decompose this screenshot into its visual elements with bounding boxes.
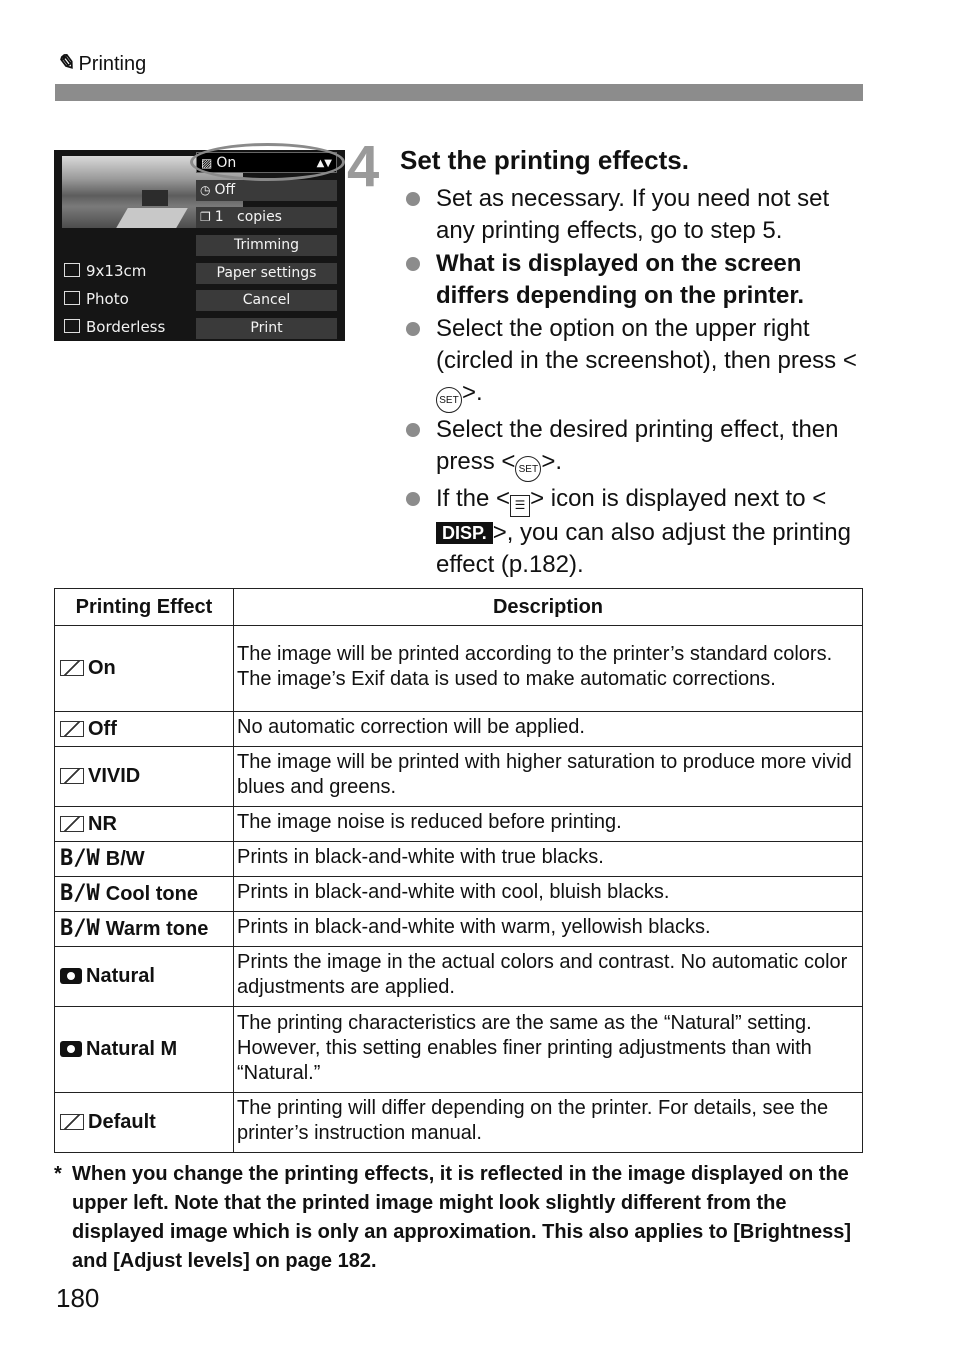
set-button-icon: SET	[515, 456, 541, 482]
table-row	[55, 747, 863, 807]
date-icon: ◷	[200, 183, 211, 197]
pen-icon: ✎	[56, 50, 75, 76]
table-row	[55, 1007, 863, 1093]
column-header-description: Description	[234, 589, 863, 626]
page-number: 180	[56, 1283, 100, 1313]
description-cell: The image noise is reduced before printing.	[234, 807, 863, 842]
menu-adjust-icon: ☰	[510, 495, 530, 517]
lcd-option-cancel[interactable]: Cancel	[196, 290, 337, 311]
effect-cell: Off	[55, 712, 234, 747]
step-number: 4	[347, 134, 380, 199]
set-button-icon: SET	[436, 387, 462, 413]
table-row	[55, 842, 863, 877]
description-cell: The image will be printed with higher saturation to produce more vivid blues and greens.	[234, 747, 863, 807]
effect-cell: B/W Cool tone	[55, 877, 234, 912]
step-instructions	[400, 183, 862, 582]
column-header-effect: Printing Effect	[55, 589, 234, 626]
description-cell: The printing characteristics are the same as the “Natural” setting. However, this setting enables finer printing adjustments than with “Natural.”	[234, 1007, 863, 1093]
highlight-circle	[190, 143, 345, 181]
print-effect-icon	[60, 660, 84, 676]
camera-icon	[60, 1041, 82, 1057]
table-row	[55, 912, 863, 947]
bullet-icon	[406, 492, 420, 506]
step-title: Set the printing effects.	[400, 145, 689, 175]
description-cell: The printing will differ depending on the printer. For details, see the printer’s instruction manual.	[234, 1093, 863, 1153]
instruction-item: Select the desired printing effect, then press < SET >.	[400, 414, 862, 482]
lcd-option-print-effect[interactable]: ▨ On ▲▼	[196, 152, 337, 173]
table-row	[55, 947, 863, 1007]
instruction-item: Set as necessary. If you need not set any printing effects, go to step 5.	[400, 183, 862, 247]
print-effect-icon: ▨	[201, 156, 213, 170]
lcd-option-paper-settings[interactable]: Paper settings	[196, 263, 337, 284]
disp-button-icon: DISP.	[436, 522, 493, 544]
print-effect-icon	[60, 816, 84, 832]
paper-size-icon	[64, 263, 80, 277]
effect-cell: B/W Warm tone	[55, 912, 234, 947]
bw-icon: B/W	[60, 916, 100, 941]
table-row	[55, 712, 863, 747]
description-cell: Prints in black-and-white with true blacks.	[234, 842, 863, 877]
table-header-row	[55, 589, 863, 626]
table-row	[55, 1093, 863, 1153]
paper-type-icon	[64, 291, 80, 305]
lcd-option-trimming[interactable]: Trimming	[196, 235, 337, 256]
lcd-option-date[interactable]: ◷ Off	[196, 180, 337, 201]
footnote-text: When you change the printing effects, it is reflected in the image displayed on the upper left. Note that the printed image might look slightly different from the displayed image which is only an approximation. This also applies to [Brightness] and [Adjust levels] on page 182.	[72, 1163, 852, 1272]
layout-icon	[64, 319, 80, 333]
bw-icon: B/W	[60, 881, 100, 906]
lcd-option-print[interactable]: Print	[196, 318, 337, 339]
description-cell: Prints in black-and-white with warm, yellowish blacks.	[234, 912, 863, 947]
paper-type-setting: Photo	[64, 290, 204, 308]
up-down-arrows-icon: ▲▼	[316, 158, 332, 169]
instruction-item: Select the option on the upper right (circled in the screenshot), then press <SET >.	[400, 313, 862, 413]
camera-icon	[60, 968, 82, 984]
description-cell: The image will be printed according to the printer’s standard colors. The image’s Exif data is used to make automatic corrections.	[234, 626, 863, 712]
effect-cell: B/W B/W	[55, 842, 234, 877]
bullet-icon	[406, 423, 420, 437]
print-effect-icon	[60, 768, 84, 784]
bw-icon: B/W	[60, 846, 100, 871]
effect-cell: Natural M	[55, 1007, 234, 1093]
printing-effects-table	[54, 588, 863, 1153]
lcd-option-copies[interactable]: ❐ 1 copies	[196, 207, 337, 228]
print-effect-icon	[60, 721, 84, 737]
table-row	[55, 877, 863, 912]
effect-cell: On	[55, 626, 234, 712]
bullet-icon	[406, 322, 420, 336]
footnote	[54, 1160, 864, 1276]
footnote-marker: *	[54, 1163, 62, 1185]
table-row	[55, 807, 863, 842]
page-header	[56, 50, 146, 76]
copies-icon: ❐	[200, 210, 211, 224]
header-title: Printing	[78, 53, 147, 75]
effect-cell: NR	[55, 807, 234, 842]
effect-cell: Natural	[55, 947, 234, 1007]
layout-setting: Borderless	[64, 318, 204, 336]
description-cell: No automatic correction will be applied.	[234, 712, 863, 747]
effect-cell: VIVID	[55, 747, 234, 807]
header-rule	[55, 84, 863, 101]
bullet-icon	[406, 257, 420, 271]
instruction-item: What is displayed on the screen differs depending on the printer.	[400, 248, 862, 312]
paper-size-setting: 9x13cm	[64, 262, 204, 280]
print-effect-icon	[60, 1114, 84, 1130]
description-cell: Prints in black-and-white with cool, bluish blacks.	[234, 877, 863, 912]
bullet-icon	[406, 192, 420, 206]
table-row	[55, 626, 863, 712]
description-cell: Prints the image in the actual colors and contrast. No automatic color adjustments are applied.	[234, 947, 863, 1007]
instruction-item: If the < ☰ > icon is displayed next to <DISP. >, you can also adjust the printing effect (p.182).	[400, 483, 862, 581]
effect-cell: Default	[55, 1093, 234, 1153]
